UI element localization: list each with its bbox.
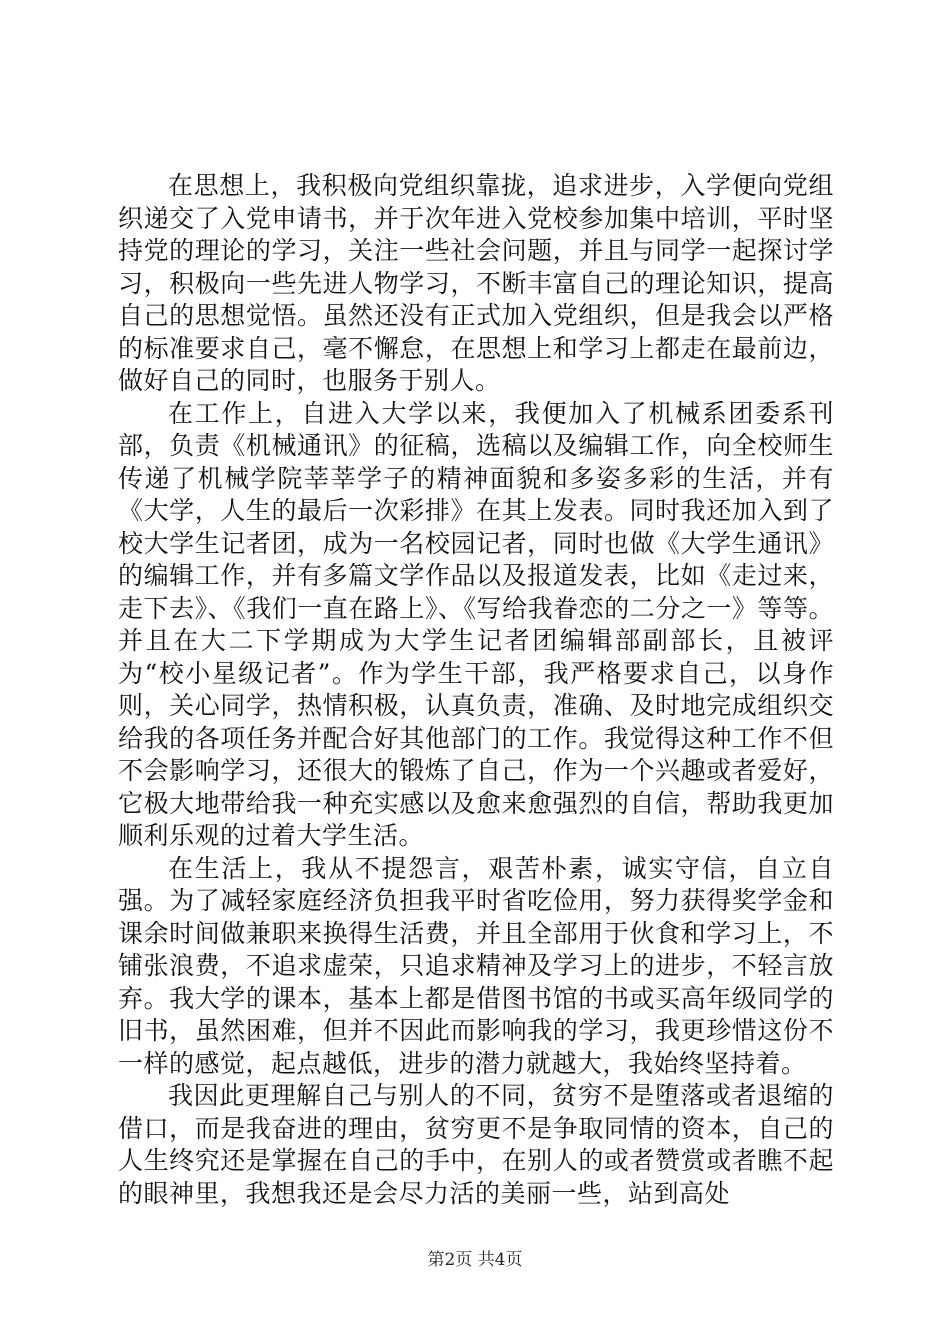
page-number-footer: 第2页 共4页 [427,1250,523,1270]
paragraph-work: 在工作上，自进入大学以来，我便加入了机械系团委系刊部，负责《机械通讯》的征稿，选稿以及编辑工作，向全校师生传递了机械学院莘莘学子的精神面貌和多姿多彩的生活，并有《大学，人生的最后一次彩排》在其上发表。同时我还加入到了校大学生记者团，成为一名校园记者，同时也做《大学生通讯》的编辑工作，并有多篇文学作品以及报道发表，比如《走过来，走下去》、《我们一直在路上》、《写给我眷恋的二分之一》等等。并且在大二下学期成为大学生记者团编辑部副部长，且被评为“校小星级记者”。作为学生干部，我严格要求自己，以身作则，关心同学，热情积极，认真负责，准确、及时地完成组织交给我的各项任务并配合好其他部门的工作。我觉得这种工作不但不会影响学习，还很大的锻炼了自己，作为一个兴趣或者爱好，它极大地带给我一种充实感以及愈来愈强烈的自信，帮助我更加顺利乐观的过着大学生活。 [118,398,834,850]
paragraph-life: 在生活上，我从不提怨言，艰苦朴素，诚实守信，自立自强。为了减轻家庭经济负担我平时省吃俭用，努力获得奖学金和课余时间做兼职来换得生活费，并且全部用于伙食和学习上，不铺张浪费，不追求虚荣，只追求精神及学习上的进步，不轻言放弃。我大学的课本，基本上都是借图书馆的书或买高年级同学的旧书，虽然困难，但并不因此而影响我的学习，我更珍惜这份不一样的感觉，起点越低，进步的潜力就越大，我始终坚持着。 [118,853,834,1078]
paragraph-reflection: 我因此更理解自己与别人的不同，贫穷不是堕落或者退缩的借口，而是我奋进的理由，贫穷更不是争取同情的资本，自己的人生终究还是掌握在自己的手中，在别人的或者赞赏或者瞧不起的眼神里，我想我还是会尽力活的美丽一些，站到高处 [118,1081,834,1208]
paragraph-ideology: 在思想上，我积极向党组织靠拢，追求进步，入学便向党组织递交了入党申请书，并于次年进入党校参加集中培训，平时坚持党的理论的学习，关注一些社会问题，并且与同学一起探讨学习，积极向一些先进人物学习，不断丰富自己的理论知识，提高自己的思想觉悟。虽然还没有正式加入党组织，但是我会以严格的标准要求自己，毫不懈怠，在思想上和学习上都走在最前边，做好自己的同时，也服务于别人。 [118,171,834,395]
document-body [118,170,834,1210]
